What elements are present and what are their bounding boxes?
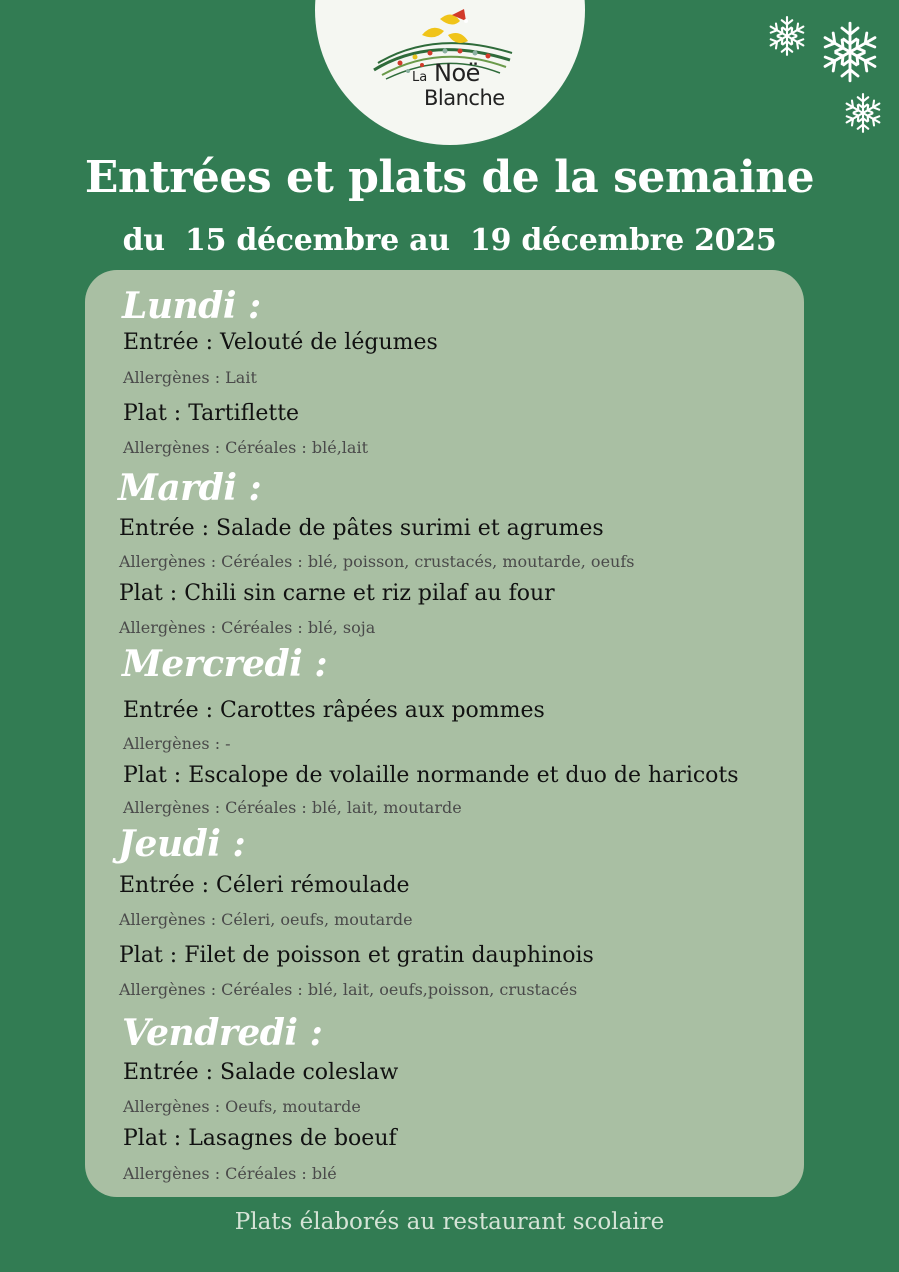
plat-allergens-mercredi: Allergènes : Céréales : blé, lait, moutarde: [123, 798, 462, 817]
entree-mercredi: Entrée : Carottes râpées aux pommes: [123, 698, 545, 723]
day-heading-mardi: Mardi :: [118, 467, 262, 509]
plat-allergens-lundi: Allergènes : Céréales : blé,lait: [123, 438, 369, 457]
snowflake-icon: [842, 92, 884, 134]
plat-lundi: Plat : Tartiflette: [123, 401, 300, 426]
entree-mardi: Entrée : Salade de pâtes surimi et agrumes: [119, 516, 604, 541]
logo-text-blanche: Blanche: [424, 86, 505, 110]
plat-jeudi: Plat : Filet de poisson et gratin dauphinois: [119, 943, 594, 968]
day-heading-vendredi: Vendredi :: [122, 1012, 323, 1054]
snowflake-icon: [818, 20, 882, 84]
entree-allergens-lundi: Allergènes : Lait: [123, 368, 257, 387]
entree-allergens-jeudi: Allergènes : Céleri, oeufs, moutarde: [119, 910, 413, 929]
plat-mardi: Plat : Chili sin carne et riz pilaf au four: [119, 581, 555, 606]
plat-allergens-mardi: Allergènes : Céréales : blé, soja: [119, 618, 376, 637]
plat-mercredi: Plat : Escalope de volaille normande et duo de haricots: [123, 763, 739, 788]
snowflake-icon: [766, 15, 808, 57]
day-heading-jeudi: Jeudi :: [118, 823, 246, 865]
plat-allergens-vendredi: Allergènes : Céréales : blé: [123, 1164, 337, 1183]
entree-vendredi: Entrée : Salade coleslaw: [123, 1060, 399, 1085]
plat-vendredi: Plat : Lasagnes de boeuf: [123, 1126, 397, 1151]
entree-lundi: Entrée : Velouté de légumes: [123, 330, 438, 355]
page-title: Entrées et plats de la semaine: [84, 152, 815, 203]
week-date-range: du 15 décembre au 19 décembre 2025: [122, 223, 777, 258]
entree-allergens-mardi: Allergènes : Céréales : blé, poisson, crustacés, moutarde, oeufs: [119, 552, 635, 571]
footer-note: Plats élaborés au restaurant scolaire: [234, 1209, 665, 1235]
plat-allergens-jeudi: Allergènes : Céréales : blé, lait, oeufs,poisson, crustacés: [119, 980, 578, 999]
logo-text-noe: Noë: [434, 59, 480, 87]
entree-jeudi: Entrée : Céleri rémoulade: [119, 873, 410, 898]
day-heading-mercredi: Mercredi :: [122, 643, 328, 685]
entree-allergens-mercredi: Allergènes : -: [123, 734, 231, 753]
day-heading-lundi: Lundi :: [122, 285, 261, 327]
entree-allergens-vendredi: Allergènes : Oeufs, moutarde: [123, 1097, 361, 1116]
logo-text-la: La: [412, 70, 428, 85]
